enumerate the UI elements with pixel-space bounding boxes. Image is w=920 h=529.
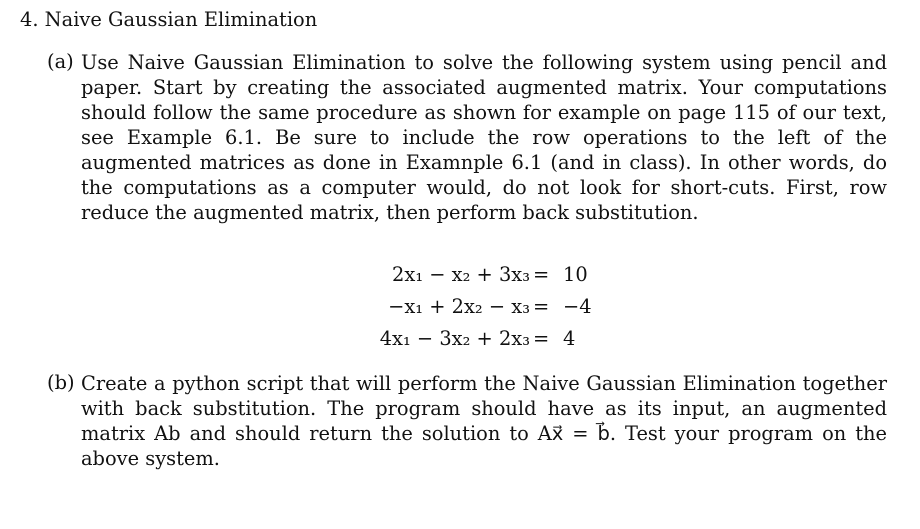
section-title: 4. Naive Gaussian Elimination [20, 8, 318, 31]
equals-sign: = [533, 327, 550, 350]
equation-rhs: 10 [563, 263, 588, 286]
equation-rhs: 4 [563, 327, 576, 350]
equation-row [0, 263, 920, 293]
equation-row [0, 327, 920, 357]
equals-sign: = [533, 263, 550, 286]
part-b-label: (b) [47, 371, 75, 394]
part-b [47, 371, 887, 471]
equals-sign: = [533, 295, 550, 318]
equation-rhs: −4 [563, 295, 592, 318]
part-a-text: Use Naive Gaussian Elimination to solve the following system using pencil and paper. Start by creating the associated augmented matrix. Your computations should follow the same procedure as shown for example on page 115 of our text, see Example 6.1. Be sure to include the row operations to the left of the augmented matrices as done in Examnple 6.1 (and in class). In other words, do the computations as a computer would, do not look for short-cuts. First, row reduce the augmented matrix, then perform back substitution. [81, 51, 887, 224]
equation-lhs: 2x₁ − x₂ + 3x₃ [392, 263, 530, 286]
equation-row [0, 295, 920, 325]
equation-lhs: 4x₁ − 3x₂ + 2x₃ [379, 327, 530, 350]
equation-lhs: −x₁ + 2x₂ − x₃ [388, 295, 530, 318]
part-a-label: (a) [47, 50, 74, 73]
part-b-text: Create a python script that will perform the Naive Gaussian Elimination together with back substitution. The program should have as its input, an augmented matrix Ab and should return the solution to Ax⃗ = b⃗. Test your program on the above system. [81, 372, 887, 470]
part-a [47, 50, 887, 225]
